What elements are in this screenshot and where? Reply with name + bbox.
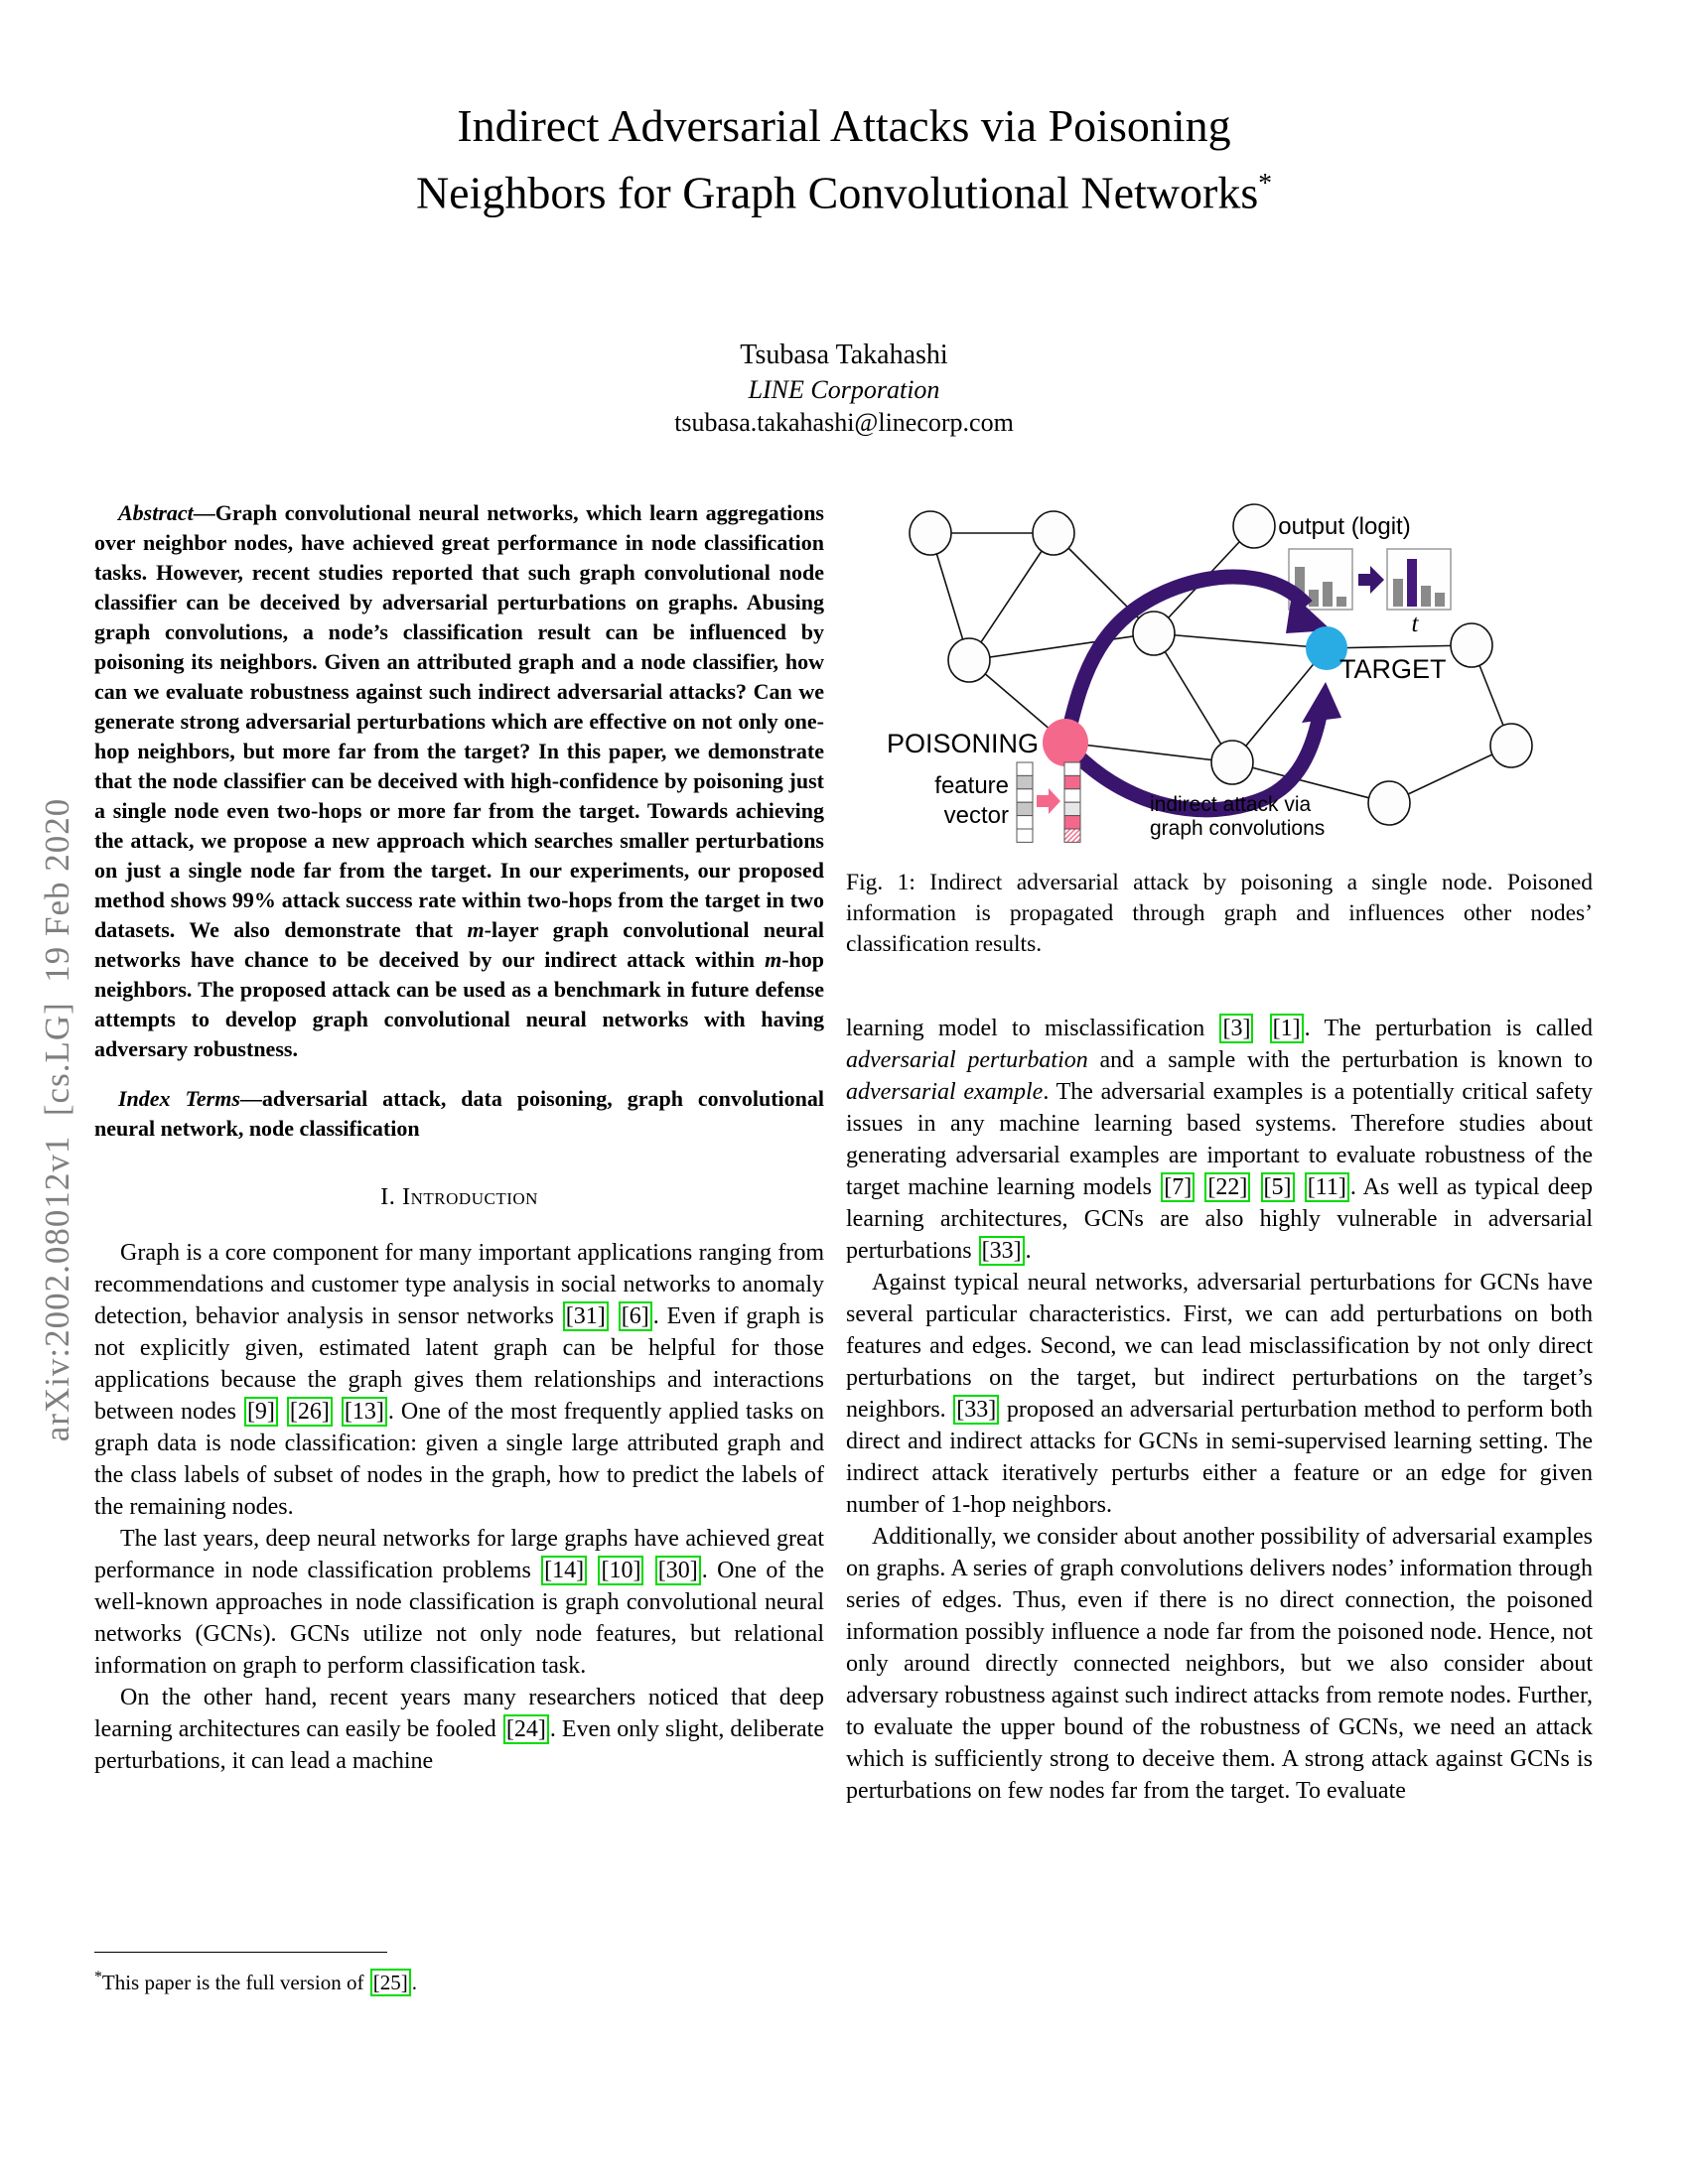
logit-bar [1421, 586, 1431, 607]
attack-arc-upper [1068, 577, 1307, 733]
feature-vector-before-cell [1017, 762, 1033, 775]
figure-1-caption: Fig. 1: Indirect adversarial attack by poisoning a single node. Poisoned information is propagated through graph and influences other nodes’ classification results. [846, 870, 1593, 957]
plain-node [1233, 504, 1275, 548]
feature-vector-after-cell [1064, 816, 1080, 829]
graph-edge [1154, 633, 1327, 648]
citation-link[interactable]: [22] [1204, 1172, 1250, 1202]
citation-link[interactable]: [30] [655, 1556, 701, 1585]
feature-vector-after-cell [1064, 775, 1080, 788]
poisoning-node [1043, 719, 1088, 766]
target-class-label: t [1411, 611, 1419, 637]
logit-bar [1323, 582, 1333, 607]
paper-title [0, 97, 1688, 220]
logit-bar [1407, 559, 1417, 607]
author-email: tsubasa.takahashi@linecorp.com [674, 408, 1014, 437]
graph-edge [969, 633, 1154, 660]
graph-edge [1327, 645, 1472, 648]
poisoning-label: POISONING [886, 729, 1039, 758]
intro-paragraph-1: Graph is a core component for many important applications ranging from recommendations and customer type analysis in social networks to anomaly detection, behavior analysis in sensor networks [31] [6] . Even if graph is not explicitly given, estimated latent graph can be helpful for those applications because the graph gives them relationships and interactions between nodes [9] [26] [13] . One of the most frequently applied tasks on graph data is node classification: given a single large attributed graph and the class labels of subset of nodes in the graph, how to predict the labels of the remaining nodes. [94, 1240, 825, 1520]
citation-link[interactable]: [33] [979, 1236, 1025, 1266]
plain-node [1211, 741, 1253, 784]
feature-vector-before-cell [1017, 816, 1033, 829]
plain-node [1033, 511, 1074, 555]
plain-node [1451, 623, 1492, 667]
logit-change-arrow-icon [1358, 566, 1384, 594]
citation-link[interactable]: [31] [563, 1301, 609, 1331]
plain-node [1133, 612, 1175, 655]
indirect-attack-label: graph convolutions [1150, 817, 1326, 840]
footnote [94, 1964, 824, 1996]
title-block [0, 97, 1688, 220]
feature-vector-before-cell [1017, 829, 1033, 842]
footnote-rule [94, 1952, 387, 1953]
citation-link[interactable]: [3] [1219, 1014, 1253, 1043]
section-heading-introduction: I. Introduction [380, 1183, 538, 1210]
intro-paragraph-3: On the other hand, recent years many researchers noticed that deep learning architectures can easily be fooled [24] . Even only slight, deliberate perturbations, it can lead a machine [94, 1685, 824, 1774]
feature-vector-label: vector [943, 802, 1009, 829]
left-column [94, 498, 824, 1777]
citation-link[interactable]: [5] [1261, 1172, 1295, 1202]
citation-link[interactable]: [9] [244, 1397, 278, 1427]
citation-link[interactable]: [14] [541, 1556, 587, 1585]
attack-arc-lower-head [1302, 682, 1341, 723]
feature-vector-before-cell [1017, 802, 1033, 815]
footnote-text: This paper is the full version of [25] . [101, 1971, 417, 1994]
citation-link[interactable]: [25] [370, 1969, 411, 1996]
logit-bar [1309, 590, 1319, 607]
logit-bar [1336, 597, 1346, 607]
plain-node [1490, 724, 1532, 767]
title-line-2: Neighbors for Graph Convolutional Networks [415, 167, 1259, 218]
citation-link[interactable]: [11] [1305, 1172, 1349, 1202]
citation-link[interactable]: [24] [503, 1714, 549, 1744]
plain-node [1368, 781, 1410, 825]
body-paragraph-3: Additionally, we consider about another possibility of adversarial examples on graphs. A series of graph convolutions delivers nodes’ information through series of edges. Thus, even if there is no direct connection, the poisoned information possibly influence a node far from the poisoned node. Hence, not only around directly connected neighbors, but we also consider about adversary robustness against such indirect attacks from remote nodes. Further, to evaluate the upper bound of the robustness of GCNs, we need an attack which is sufficiently strong to deceive them. A strong attack against GCNs is perturbations on few nodes far from the target. To evaluate [846, 1524, 1593, 1804]
author-block [0, 338, 1688, 440]
author-affiliation: LINE Corporation [748, 375, 940, 404]
citation-link[interactable]: [6] [619, 1301, 652, 1331]
feature-vector-before-cell [1017, 775, 1033, 788]
arxiv-watermark: arXiv:2002.08012v1 [cs.LG] 19 Feb 2020 [38, 797, 76, 1442]
citation-link[interactable]: [10] [598, 1556, 643, 1585]
title-footnote-mark: * [1258, 167, 1273, 198]
feature-vector-after-cell [1064, 829, 1080, 842]
citation-link[interactable]: [33] [953, 1395, 999, 1425]
index-terms: Index Terms—adversarial attack, data poisoning, graph convolutional neural network, node classification [94, 1086, 824, 1141]
author-name: Tsubasa Takahashi [740, 340, 948, 370]
feature-vector-before-cell [1017, 789, 1033, 802]
plain-node [948, 638, 990, 682]
citation-link[interactable]: [1] [1270, 1014, 1304, 1043]
title-line-1: Indirect Adversarial Attacks via Poisoning [457, 100, 1231, 151]
body-paragraph-2: Against typical neural networks, adversarial perturbations for GCNs have several particular characteristics. First, we can add perturbations on both features and edges. Second, we can lead misclassification by not only direct perturbations on the target, but indirect perturbations on the target’s neighbors. [33] proposed an adversarial perturbation method to perform both direct and indirect attacks for GCNs in semi-supervised learning setting. The indirect attack iteratively perturbs either a feature or an edge for given number of 1-hop neighbors. [846, 1270, 1594, 1518]
feature-vector-after-cell [1064, 802, 1080, 815]
logit-bar [1393, 579, 1403, 607]
feature-vector-after-cell [1064, 762, 1080, 775]
indirect-attack-label: indirect attack via [1150, 793, 1312, 816]
feature-change-arrow-icon [1037, 788, 1060, 814]
logit-bar [1435, 593, 1445, 607]
graph-edge [1154, 633, 1232, 762]
right-column [846, 1013, 1593, 1807]
body-paragraph-1: learning model to misclassification [3] [1] . The perturbation is called adversarial perturbation and a sample with the perturbation is known to adversarial example. The adversarial examples is a potentially critical safety issues in any machine learning based systems. Therefore studies about generating adversarial examples are important to evaluate robustness of the target machine learning models [7] [22] [5] [11] . As well as typical deep learning architectures, GCNs are also highly vulnerable in adversarial perturbations [33] . [846, 1016, 1594, 1264]
citation-link[interactable]: [7] [1161, 1172, 1195, 1202]
footnote-marker: * [94, 1969, 102, 1985]
feature-vector-label: feature [934, 772, 1009, 799]
feature-vector-after-cell [1064, 789, 1080, 802]
graph-edge [969, 533, 1054, 660]
intro-paragraph-2: The last years, deep neural networks for large graphs have achieved great performance in node classification problems [14] [10] [30] . One of the well-known approaches in node classification is graph convolutional neural networks (GCNs). GCNs utilize not only node features, but relational information on graph to perform classification task. [94, 1526, 825, 1679]
plain-node [910, 511, 951, 555]
citation-link[interactable]: [13] [342, 1397, 387, 1427]
abstract-paragraph: Abstract—Graph convolutional neural networks, which learn aggregations over neighbor nodes, have achieved great performance in node classification tasks. However, recent studies reported that such graph convolutional node classifier can be deceived by adversarial perturbations on graphs. Abusing graph convolutions, a node’s classification result can be influenced by poisoning its neighbors. Given an attributed graph and a node classifier, how can we evaluate robustness against such indirect adversarial attacks? Can we generate strong adversarial perturbations which are effective on not only one-hop neighbors, but more far from the target? In this paper, we demonstrate that the node classifier can be deceived with high-confidence by poisoning just a single node even two-hops or more far from the target. Towards achieving the attack, we propose a new approach which searches smaller perturbations on just a single node far from the target. In our experiments, our proposed method shows 99% attack success rate within two-hops from the target in two datasets. We also demonstrate that m-layer graph convolutional neural networks have chance to be deceived by our indirect attack within m-hop neighbors. The proposed attack can be used as a benchmark in future defense attempts to develop graph convolutional neural networks with having adversary robustness. [94, 500, 824, 1061]
output-logit-label: output (logit) [1278, 513, 1411, 540]
target-label: TARGET [1339, 654, 1447, 684]
citation-link[interactable]: [26] [287, 1397, 333, 1427]
